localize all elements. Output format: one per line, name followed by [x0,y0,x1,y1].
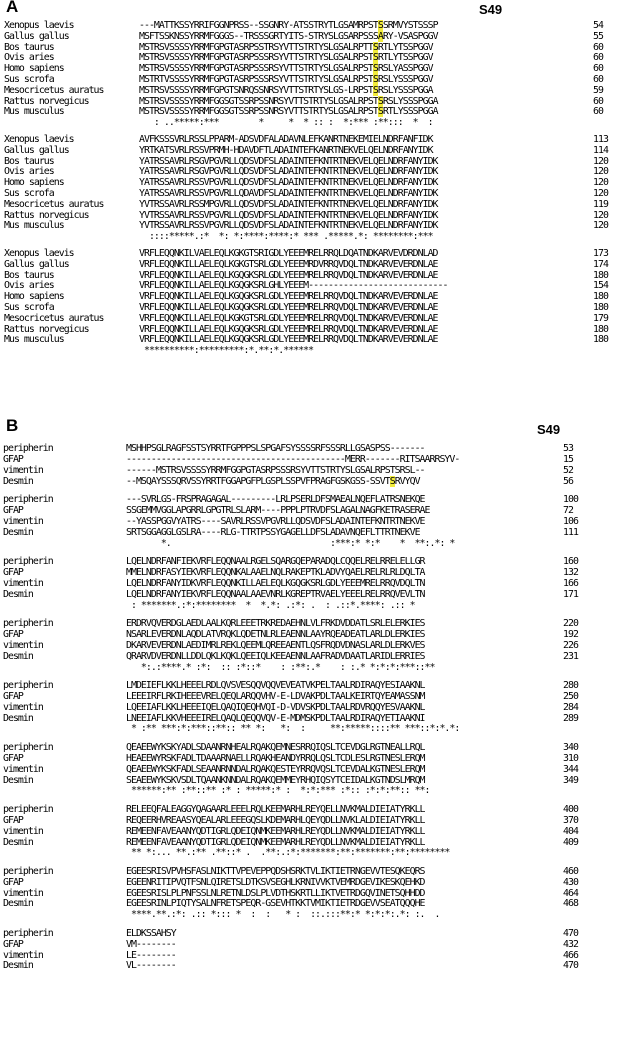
highlighted-s49-residue: S [372,84,378,96]
residue-count: 111 [563,526,578,538]
sequence: --YASSPGGVYATRS----SAVRLRSSVPGVRLLQDSVDFSLADAINTEFKNTRTNEKVE [126,515,425,527]
highlighted-s49-residue: S [389,475,395,487]
sequence: VRFLEQQNKILVAELEQLKGKGTSRIGDLYEEEMRELRRQLDQATNDKARVEVDRDNLAD [139,247,438,259]
residue-count: 171 [563,588,578,600]
sequence-segment: RSLYASSPGGV [377,63,433,75]
residue-count: 120 [593,166,608,178]
sequence-segment: MSTRSVSSSSYRRMFGGSGTSSRPSSNRSYVTTSTRTYSLGSALRPST [139,106,378,118]
alignment-row [4,144,608,157]
residue-count: 60 [593,95,603,107]
species-name: Mus musculus [4,220,64,232]
alignment-row [3,475,573,488]
residue-count: 226 [563,639,578,651]
residue-count: 60 [593,52,603,64]
sequence-segment: --MSQAYSSSQRVSSYRRTFGGAPGFPLGSPLSSPVFPRAGFGSKGSS-SSVT [126,475,390,487]
sequence: LEEEIRFLRKIHEEEVRELQEQLARQQVHV-E-LDVAKPDLTAALKEIRTQYEAMASSNM [126,690,425,702]
species-name: Desmin [3,898,33,910]
sequence: SEAEEWYKSKVSDLTQAANKNNDALRQAKQEMMEYRHQIQSYTCEIDALKGTNDSLMRQM [126,774,425,786]
sequence-segment: MSTRSVSSSSYRRMFGPGTASRPSSTRSYVTTSTRTYSLGSALRPTT [139,41,373,53]
species-name: Ovis aries [4,166,54,178]
sequence: VRFLEQQNKILLAELEQLKGKGTSRLGDLYEEEMRDVRRQVDQLTNDKARVEVERDNLAE [139,258,438,270]
residue-count: 55 [593,30,603,42]
sequence: YVTRSSAVRLRSSMPGVRLLQDSVDFSLADAINTEFKNTRTNEKVELQELNDRFANYIDK [139,198,438,210]
species-name: Ovis aries [4,280,54,292]
residue-count: 53 [563,443,573,454]
alignment-row [3,526,578,539]
residue-count: 250 [563,690,578,702]
residue-count: 180 [593,323,608,335]
alignment-block [3,679,578,735]
residue-count: 179 [593,312,608,324]
panel-a-label: A [6,0,19,16]
sequence: LQELNDRFANYIEKVRFLEQQNAALAAEVNRLKGREPTRVAELYEEELRELRRQVEVLTN [126,588,425,600]
sequence: VL-------- [126,960,176,972]
sequence: VRFLEQQNKILLAELEQLKGQGKSRLGDLYEEEMRELRRQVDQLTNDKARVEVERDNLAE [139,334,438,346]
sequence: LE-------- [126,949,176,961]
residue-count: 154 [593,280,608,292]
species-name: Sus scrofa [4,301,54,313]
consensus-row [3,910,459,921]
alignment-block [3,865,578,921]
residue-count: 180 [593,291,608,303]
residue-count: 280 [563,679,578,691]
residue-count: 430 [563,876,578,888]
species-name: GFAP [3,566,23,578]
alignment-row [3,650,578,663]
residue-count: 231 [563,650,578,662]
residue-count: 120 [593,209,608,221]
alignment-block [4,247,608,357]
consensus-symbols: *. :***:* *:* * **:.*: * [126,537,455,549]
sequence: VRFLEQQNKILLAELEQLKGQGKSRLGDLYEEEMRELRRQVDQLTNDKARVEVERDNLAE [139,323,438,335]
species-name: Desmin [3,475,33,487]
highlighted-s49-residue: S [372,63,378,75]
residue-count: 106 [563,515,578,527]
consensus-row [3,786,459,797]
panel-b-alignment [0,416,617,1057]
species-name: Gallus gallus [4,30,69,42]
sequence: EGEESRISVPVHSFASLNIKTTVPEVEPPQDSHSRKTVLIKTIETRNGEVVTESQKEQRS [126,865,425,877]
sequence: QRARVDVERDNLLDDLQKLKQKLQEEIQLKEEAENNLAAFRADVDAATLARIDLERRIES [126,650,425,662]
sequence-segment: MSTRSVSSSSYRRMFGGSGTSSRPSSNRSYVTTSTRTYSLGSALRPST [139,95,378,107]
consensus-row [3,724,459,735]
residue-count: 180 [593,334,608,346]
alignment-block [3,927,578,973]
highlighted-s49-residue: S [377,20,383,31]
residue-count: 54 [593,20,603,31]
sequence: YATRSSAVRLRSGVPGVRLLQDSVDFSLADAINTEFKNTRTNEKVELQELNDRFANYIDK [139,166,438,178]
sequence-segment: RTLYSSSPGGA [382,106,438,118]
alignment-row [3,927,578,940]
alignment-row [3,639,578,652]
sequence: VRFLEQQNKILLAELEQLKGQGKSRLGDLYEEEMRELRRQVDQLTNDKARVEVERDNLAE [139,301,438,313]
species-name: vimentin [3,763,43,775]
species-name: Desmin [3,836,33,848]
sequence: YRTKATSVRLRSSVPRMH-HDAVDFTLADAINTEFKANRTNEKVELQELNDRFANYIDK [139,144,433,156]
alignment-row [3,588,578,601]
residue-count: 370 [563,814,578,826]
sequence: YATRSSAVRLRSSVPGVRLLQDSVDFSLADAINTEFKNTRTNEKVELQELNDRFANYIDK [139,177,438,189]
species-name: GFAP [3,453,23,465]
species-name: vimentin [3,515,43,527]
highlighted-s49-residue: S [372,73,378,85]
residue-count: 114 [593,144,608,156]
residue-count: 192 [563,628,578,640]
panel-a-alignment [0,0,617,400]
sequence: LQELNDRFANYIDKVRFLEQQNKILLAELEQLKGQGKSRLGDLYEEEMRELRRQVDQLTN [126,577,425,589]
alignment-row [4,258,608,271]
highlighted-s49-residue: S [377,106,383,118]
residue-count: 466 [563,949,578,961]
sequence-segment: --------------------------------------------MERR-------RITSAARRSYV- [126,453,460,465]
species-name: vimentin [3,825,43,837]
residue-count: 100 [563,494,578,506]
sequence: YATRSSAVRLRSSVPGVRLLQDAVDFSLADAINTEFKNTRTNEKVELQELNDRFANYIDK [139,187,438,199]
residue-count: 400 [563,803,578,815]
residue-count: 404 [563,825,578,837]
consensus-row [4,232,447,243]
sequence: SSGEMMVGGLAPGRRLGPGTRLSLARM----PPPLPTRVDFSLAGALNAGFKETRASERAE [126,504,430,516]
species-name: Desmin [3,650,33,662]
residue-count: 409 [563,836,578,848]
residue-count: 470 [563,960,578,972]
alignment-block [3,443,573,488]
residue-count: 120 [593,177,608,189]
residue-count: 432 [563,938,578,950]
residue-count: 180 [593,269,608,281]
sequence: ERDRVQVERDGLAEDLAALKQRLEEETRKREDAEHNLVLFRKDVDDATLSRLELERKIES [126,617,425,629]
residue-count: 166 [563,577,578,589]
alignment-block [3,617,578,673]
consensus-row [3,601,459,612]
consensus-row [3,539,459,550]
panel-a-site-label: S49 [479,2,503,17]
species-name: Desmin [3,712,33,724]
species-name: Rattus norvegicus [4,209,89,221]
species-name: vimentin [3,949,43,961]
species-name: Mus musculus [4,106,64,118]
residue-count: 220 [563,617,578,629]
species-name: Gallus gallus [4,258,69,270]
residue-count: 72 [563,504,573,516]
alignment-block [4,20,603,129]
block-spacer [3,921,459,929]
sequence: YVTRSSAVRLRSSVPGVRLLQDSVDFSLADAINTEFKNTRTNEKVELQELNDRFANYIDK [139,220,438,232]
sequence-segment: RSLYSSSPGGA [382,95,438,107]
alignment-row [3,701,578,714]
sequence-segment: MSFTSSKNSSYRRMFGGGS--TRSSSGRTYITS-STRYSLGSARPSSS [139,30,378,42]
consensus-row [4,118,447,129]
consensus-symbols: ****.**.:*: .:: *::: * : : * : ::.:::**:* *:*:*:.*: :. . [126,909,440,921]
species-name: Desmin [3,588,33,600]
residue-count: 310 [563,752,578,764]
alignment-row [3,876,578,889]
alignment-row [4,198,608,211]
species-name: vimentin [3,577,43,589]
residue-count: 56 [563,475,573,487]
species-name: vimentin [3,887,43,899]
sequence: LQEEIAFLKKLHEEEIQELQAQIQEQHVQI-D-VDVSKPDLTAALRDVRQQYESVAAKNL [126,701,425,713]
highlighted-s49-residue: S [372,41,378,53]
alignment-block [3,494,578,549]
residue-count: 470 [563,927,578,939]
sequence-segment: ---MATTKSSYRRIFGGNPRSS--SSGNRY-ATSSTRYTLGSAMRPST [139,20,378,31]
species-name: Homo sapiens [4,291,64,303]
residue-count: 289 [563,712,578,724]
species-name: GFAP [3,876,23,888]
residue-count: 60 [593,63,603,75]
species-name: peripherin [3,494,53,506]
alignment-row [3,960,578,972]
sequence: REMEENFAVEAANYQDTIGRLQDEIQNMKEEMARHLREYQDLLNVKMALDIEIATYRKLL [126,825,425,837]
consensus-symbols: * :** ***:*:***::**:: ** *: *: : **:*****::::** ***::*:*.*: [126,723,460,735]
sequence: ELDKSSAHSY [126,927,176,939]
alignment-row [3,763,578,776]
sequence: VRFLEQQNKILLAELEQLKGKGTSRLGDLYEEEMRELRRQVDQLTNDKARVEVERDNLAE [139,312,438,324]
residue-count: 174 [593,258,608,270]
species-name: Desmin [3,526,33,538]
sequence: QEAEEWYKSKYADLSDAANRNHEALRQAKQEMNESRRQIQSLTCEVDGLRGTNEALLRQL [126,741,425,753]
sequence: VRFLEQQNKILLAELEQLKGQGKSRLGDLYEEEMRELRRQVDQLTNDKARVEVERDNLAE [139,291,438,303]
alignment-block [3,803,578,859]
sequence: QEAEEWYKSKFADLSEAANRNNDALRQAKQESTEYRRQVQSLTCEVDALKGTNESLERQM [126,763,425,775]
alignment-block [4,133,608,243]
species-name: peripherin [3,679,53,691]
highlighted-s49-residue: S [372,52,378,64]
residue-count: 52 [563,464,573,476]
consensus-symbols: ******:** :**::** :* : *****:* : *:*:*** :*:: :*:*:**:: **: [126,785,430,797]
consensus-symbols: : ..*****:*** * * * :: : *:*** :**::: * : [139,117,433,129]
sequence-segment: MSTRTVSSSSYRRMFGPGTASRPSSSRSYVTTSTRTYSLGSALRPST [139,73,373,85]
residue-count: 340 [563,741,578,753]
species-name: GFAP [3,628,23,640]
sequence: NSARLEVERDNLAQDLATVRQKLQDETNLRLEAENNLAAYRQEADEATLARLDLERKIES [126,628,425,640]
species-name: GFAP [3,690,23,702]
residue-count: 132 [563,566,578,578]
residue-count: 60 [593,41,603,53]
alignment-row [3,938,578,951]
sequence: ---SVRLGS-FRSPRAGAGAL---------LRLPSERLDFSMAEALNQEFLATRSNEKQE [126,494,425,506]
residue-count: 344 [563,763,578,775]
species-name: peripherin [3,865,53,877]
species-name: vimentin [3,639,43,651]
alignment-row [4,312,608,325]
residue-count: 120 [593,187,608,199]
species-name: Mesocricetus auratus [4,312,104,324]
species-name: Mus musculus [4,334,64,346]
panel-b-site-label: S49 [537,422,561,437]
species-name: peripherin [3,927,53,939]
panel-b-label: B [6,416,19,435]
species-name: Rattus norvegicus [4,323,89,335]
species-name: peripherin [3,803,53,815]
species-name: peripherin [3,556,53,568]
residue-count: 468 [563,898,578,910]
sequence: LNEEIAFLKKVHEEEIRELQAQLQEQQVQV-E-MDMSKPDLTAALRDIRAQYETIAAKNI [126,712,425,724]
residue-count: 160 [563,556,578,568]
residue-count: 180 [593,301,608,313]
species-name: Homo sapiens [4,63,64,75]
sequence-segment: MSTRSVSSSSYRRMFGPGTASRPSSSRSYVTTSTRTYSLGSALRPST [139,63,373,75]
sequence: VRFLEQQNKILLAELEQLKGQGKSRLGHLYEEEM---------------------------- [139,280,448,292]
sequence: EGEENRITIPVQTFSNLQIRETSLDTKSVSEGHLKRNIVVKTVEMRDGEVIKESKQEHKD [126,876,425,888]
consensus-row [3,663,459,674]
sequence: EGEESRISLPLPNFSSLNLRETNLDSLPLVDTHSKRTLLIKTVETRDGQVINETSQHHDD [126,887,425,899]
sequence: VM-------- [126,938,176,950]
residue-count: 460 [563,865,578,877]
residue-count: 119 [593,198,608,210]
sequence: HEAEEWYRSKFADLTDAAARNAELLRQAKHEANDYRRQLQSLTCDLESLRGTNESLERQM [126,752,425,764]
species-name: Xenopus laevis [4,247,74,259]
sequence: YATRSSAVRLRSGVPGVRLLQDSVDFSLADAINTEFKNTRTNEKVELQELNDRFANYIDK [139,155,438,167]
residue-count: 464 [563,887,578,899]
consensus-symbols: ::::*****.:* *: *:****:****:* *** .*****.*: ********:*** [139,231,433,243]
species-name: Bos taurus [4,269,54,281]
species-name: Mesocricetus auratus [4,84,104,96]
sequence-segment: MSHHPSGLRAGFSSTSYRRTFGPPPSLSPGAFSYSSSSRFSSSRLLGSASPSS------- [126,443,425,454]
sequence: LMDEIEFLKKLHEEELRDLQVSVESQQVQQVEVEATVKPELTAALRDIRAQYESIAAKNL [126,679,425,691]
species-name: GFAP [3,752,23,764]
species-name: peripherin [3,443,53,454]
sequence-segment: MSTRSVSSSSYRRMFGPGTASRPSSSRSYVTTSTRTYSLGSALRPST [139,52,373,64]
species-name: Bos taurus [4,41,54,53]
sequence: REMEENFAVEAANYQDTIGRLQDEIQNMKEEMARHLREYQDLLNVKMALDIEIATYRKLL [126,836,425,848]
species-name: vimentin [3,464,43,476]
alignment-block [3,556,578,611]
residue-count: 15 [563,453,573,465]
sequence-segment: SRMVYSTSSSP [382,20,438,31]
consensus-symbols: ** *:... **.:** .**::* . .**:.:*:*******:**:*******:**:******** [126,847,450,859]
residue-count: 59 [593,84,603,96]
alignment-block [3,741,578,797]
species-name: Rattus norvegicus [4,95,89,107]
sequence-segment: RVYQV [394,475,420,487]
panel-b-sequence-alignment [3,443,578,972]
species-name: Xenopus laevis [4,133,74,145]
residue-count: 60 [593,73,603,85]
sequence: EGEESRINLPIQTYSALNFRETSPEQR-GSEVHTKKTVMIKTIETRDGEVVSEATQQQHE [126,898,425,910]
residue-count: 284 [563,701,578,713]
sequence: AVFKSSSVRLRSSLPPARM-ADSVDFALADAVNLEFKANRTNEKEMIELNDRFANFIDK [139,133,433,145]
highlighted-s49-residue: S [377,95,383,107]
consensus-row [3,848,459,859]
species-name: vimentin [3,701,43,713]
panel-a-sequence-alignment [4,20,608,357]
sequence-segment: RY-VSASPGGV [382,30,438,42]
sequence: VRFLEQQNKILLAELEQLKGQGKSRLGDLYEEEMRELRRQVDQLTNDKARVEVERDNLAE [139,269,438,281]
alignment-row [3,825,578,838]
species-name: peripherin [3,617,53,629]
species-name: Homo sapiens [4,177,64,189]
residue-count: 173 [593,247,608,259]
sequence: YVTRSSAVRLRSSVPGVRLLQDSVDFSLADAINTEFKNTRTNEKVELQELNDRFANYIDK [139,209,438,221]
species-name: Mesocricetus auratus [4,198,104,210]
sequence: RELEEQFALEAGGYQAGAARLEEELRQLKEEMARHLREYQELLNVKMALDIEIATYRKLL [126,803,425,815]
residue-count: 349 [563,774,578,786]
alignment-row [3,814,578,827]
sequence-segment: RTLYTSSPGGV [377,52,433,64]
species-name: GFAP [3,938,23,950]
consensus-symbols: : *******.:*:******** * *.*: .:*: . : .::*.****: .:: * [126,599,415,611]
species-name: Sus scrofa [4,73,54,85]
sequence-segment: RSLYSSSPGGA [377,84,433,96]
consensus-row [4,346,447,357]
consensus-symbols: *:.:****.* :*: :: :*::* : :**:.* : :.* *:*:*:***::** [126,661,435,673]
species-name: Ovis aries [4,52,54,64]
residue-count: 113 [593,133,608,145]
sequence: DKARVEVERDNLAEDIMRLREKLQEEMLQREEAENTLQSFRQDVDNASLARLDLERKVES [126,639,425,651]
sequence [126,477,420,488]
residue-count: 60 [593,106,603,118]
species-name: Desmin [3,774,33,786]
highlighted-s49-residue: A [377,30,383,42]
sequence-segment: RTLYTSSPGGV [377,41,433,53]
species-name: Xenopus laevis [4,20,74,31]
species-name: GFAP [3,814,23,826]
sequence-segment: RSLYSSSPGGV [377,73,433,85]
sequence-segment: MSTRSVSSSSYRRMFGPGTSNRQSSNRSYVTTSTRTYSLGS-LRPST [139,84,373,96]
species-name: Gallus gallus [4,144,69,156]
sequence-segment: ------MSTRSVSSSSYRRMFGGPGTASRPSSSRSYVTTSTRTYSLGSALRPSTSRSL-- [126,464,425,476]
species-name: Desmin [3,960,33,972]
species-name: GFAP [3,504,23,516]
consensus-symbols: **********:*********:*.**:*.****** [139,345,314,357]
species-name: peripherin [3,741,53,753]
sequence: SRTSGGAGGLGSLRA----RLG-TTRTPSSYGAGELLDFSLADAVNQEFLTTRTNEKVE [126,526,420,538]
residue-count: 120 [593,155,608,167]
sequence: REQEERHVREAASYQEALARLEEEGQSLKDEMARHLQEYQDLLNVKLALDIEIATYRKLL [126,814,425,826]
sequence: MMELNDRFASYIEKVRFLEQQNKALAAELNQLRAKEPTKLADVYQAELRELRLRLDQLTA [126,566,425,578]
alignment-row [3,949,578,962]
species-name: Sus scrofa [4,187,54,199]
species-name: Bos taurus [4,155,54,167]
sequence: LQELNDRFANFIEKVRFLEQQNAALRGELSQARGQEPARADQLCQQELRELRRELELLGR [126,556,425,568]
residue-count: 120 [593,220,608,232]
